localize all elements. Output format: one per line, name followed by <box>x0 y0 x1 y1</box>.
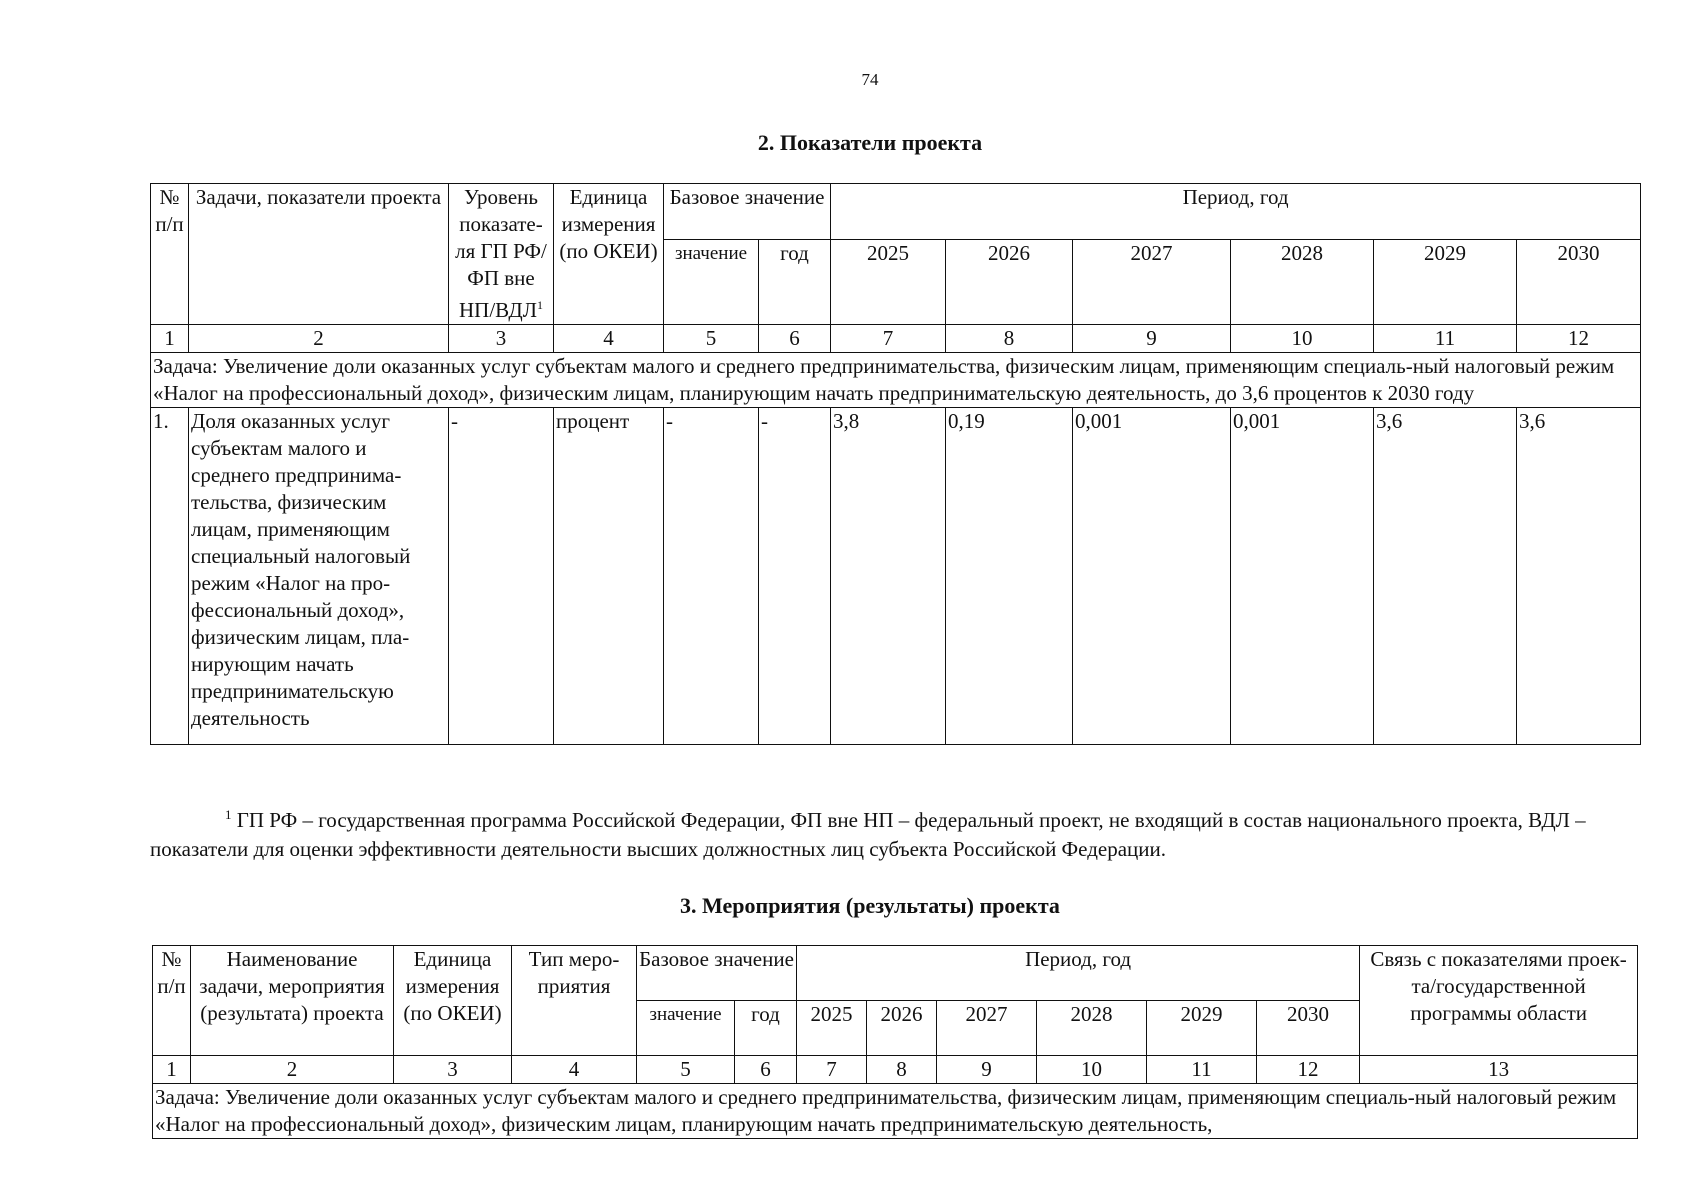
col-number: 11 <box>1147 1056 1257 1084</box>
header-base-value: значение <box>637 1001 735 1056</box>
indicator-base-value: - <box>664 408 759 745</box>
col-number: 3 <box>449 325 554 353</box>
col-number: 9 <box>1073 325 1231 353</box>
header-year: 2028 <box>1037 1001 1147 1056</box>
header-year: 2025 <box>797 1001 867 1056</box>
header-base: Базовое значение <box>637 946 797 1001</box>
header-unit: Единица измерения (по ОКЕИ) <box>554 184 664 325</box>
col-number: 5 <box>664 325 759 353</box>
indicator-value-2025: 3,8 <box>831 408 946 745</box>
col-number: 2 <box>189 325 449 353</box>
col-number: 12 <box>1257 1056 1360 1084</box>
page-number: 74 <box>861 70 879 89</box>
header-base-year: год <box>759 240 831 325</box>
col-number: 1 <box>151 325 189 353</box>
header-year: 2026 <box>946 240 1073 325</box>
col-number: 2 <box>191 1056 394 1084</box>
header-num: № п/п <box>151 184 189 325</box>
header-level <box>449 184 554 325</box>
activities-table <box>152 945 1638 1139</box>
header-base-value: значение <box>664 240 759 325</box>
col-number: 13 <box>1360 1056 1638 1084</box>
indicator-base-year: - <box>759 408 831 745</box>
indicator-value-2028: 0,001 <box>1231 408 1374 745</box>
header-tasks: Задачи, показатели проекта <box>189 184 449 325</box>
header-year: 2026 <box>867 1001 937 1056</box>
col-number: 8 <box>867 1056 937 1084</box>
header-period: Период, год <box>831 184 1641 240</box>
row-num: 1. <box>151 408 189 745</box>
indicator-value-2026: 0,19 <box>946 408 1073 745</box>
header-link: Связь с показателями проек-та/государственной программы области <box>1360 946 1638 1056</box>
indicator-level: - <box>449 408 554 745</box>
header-year: 2027 <box>937 1001 1037 1056</box>
indicator-value-2027: 0,001 <box>1073 408 1231 745</box>
header-year: 2027 <box>1073 240 1231 325</box>
header-type: Тип меро-приятия <box>512 946 637 1056</box>
col-number: 12 <box>1517 325 1641 353</box>
header-base-year: год <box>735 1001 797 1056</box>
col-number: 7 <box>797 1056 867 1084</box>
header-unit: Единица измерения (по ОКЕИ) <box>394 946 512 1056</box>
indicator-value-2029: 3,6 <box>1374 408 1517 745</box>
col-number: 8 <box>946 325 1073 353</box>
col-number: 6 <box>735 1056 797 1084</box>
table-row <box>151 408 1641 745</box>
col-number: 4 <box>512 1056 637 1084</box>
col-number: 4 <box>554 325 664 353</box>
header-year: 2030 <box>1517 240 1641 325</box>
col-number: 3 <box>394 1056 512 1084</box>
header-num: № п/п <box>153 946 191 1056</box>
col-number: 9 <box>937 1056 1037 1084</box>
indicator-name: Доля оказанных услуг субъектам малого и среднего предпринима-тельства, физическим лицам, применяющим специальный налоговый режим «Налог на про-фессиональный доход», физическим лицам, пла-нирующим начать предпринимательскую деятельность <box>189 408 449 745</box>
section-2-title: 2. Показатели проекта <box>757 130 983 155</box>
col-number: 10 <box>1037 1056 1147 1084</box>
footnote <box>150 800 1650 864</box>
task-row: Задача: Увеличение доли оказанных услуг субъектам малого и среднего предпринимательства, физическим лицам, применяющим специаль-ный налоговый режим «Налог на профессиональный доход», физическим лицам, планирующим начать предпринимательскую деятельность, <box>153 1084 1638 1139</box>
task-row: Задача: Увеличение доли оказанных услуг субъектам малого и среднего предпринимательства, физическим лицам, применяющим специаль-ный налоговый режим «Налог на профессиональный доход», физическим лицам, планирующим начать предпринимательскую деятельность, до 3,6 процентов к 2030 году <box>151 353 1641 408</box>
indicator-value-2030: 3,6 <box>1517 408 1641 745</box>
col-number: 10 <box>1231 325 1374 353</box>
header-year: 2030 <box>1257 1001 1360 1056</box>
col-number: 5 <box>637 1056 735 1084</box>
col-number: 6 <box>759 325 831 353</box>
header-year: 2029 <box>1374 240 1517 325</box>
footnote-ref: 1 <box>536 298 543 312</box>
col-number: 7 <box>831 325 946 353</box>
header-year: 2029 <box>1147 1001 1257 1056</box>
indicator-unit: процент <box>554 408 664 745</box>
col-number: 1 <box>153 1056 191 1084</box>
header-period: Период, год <box>797 946 1360 1001</box>
header-year: 2028 <box>1231 240 1374 325</box>
header-name: Наименование задачи, мероприятия (результата) проекта <box>191 946 394 1056</box>
header-base: Базовое значение <box>664 184 831 240</box>
col-number: 11 <box>1374 325 1517 353</box>
section-3-title: 3. Мероприятия (результаты) проекта <box>680 893 1060 918</box>
header-year: 2025 <box>831 240 946 325</box>
header-level-text: Уровень показате-ля ГП РФ/ ФП вне НП/ВДЛ <box>455 185 547 322</box>
footnote-marker: 1 <box>225 807 232 822</box>
footnote-text: ГП РФ – государственная программа Российской Федерации, ФП вне НП – федеральный проект, не входящий в состав национального проекта, ВДЛ – показатели для оценки эффективности деятельности высших должностных лиц субъекта Российской Федерации. <box>150 808 1586 861</box>
indicators-table <box>150 183 1641 745</box>
